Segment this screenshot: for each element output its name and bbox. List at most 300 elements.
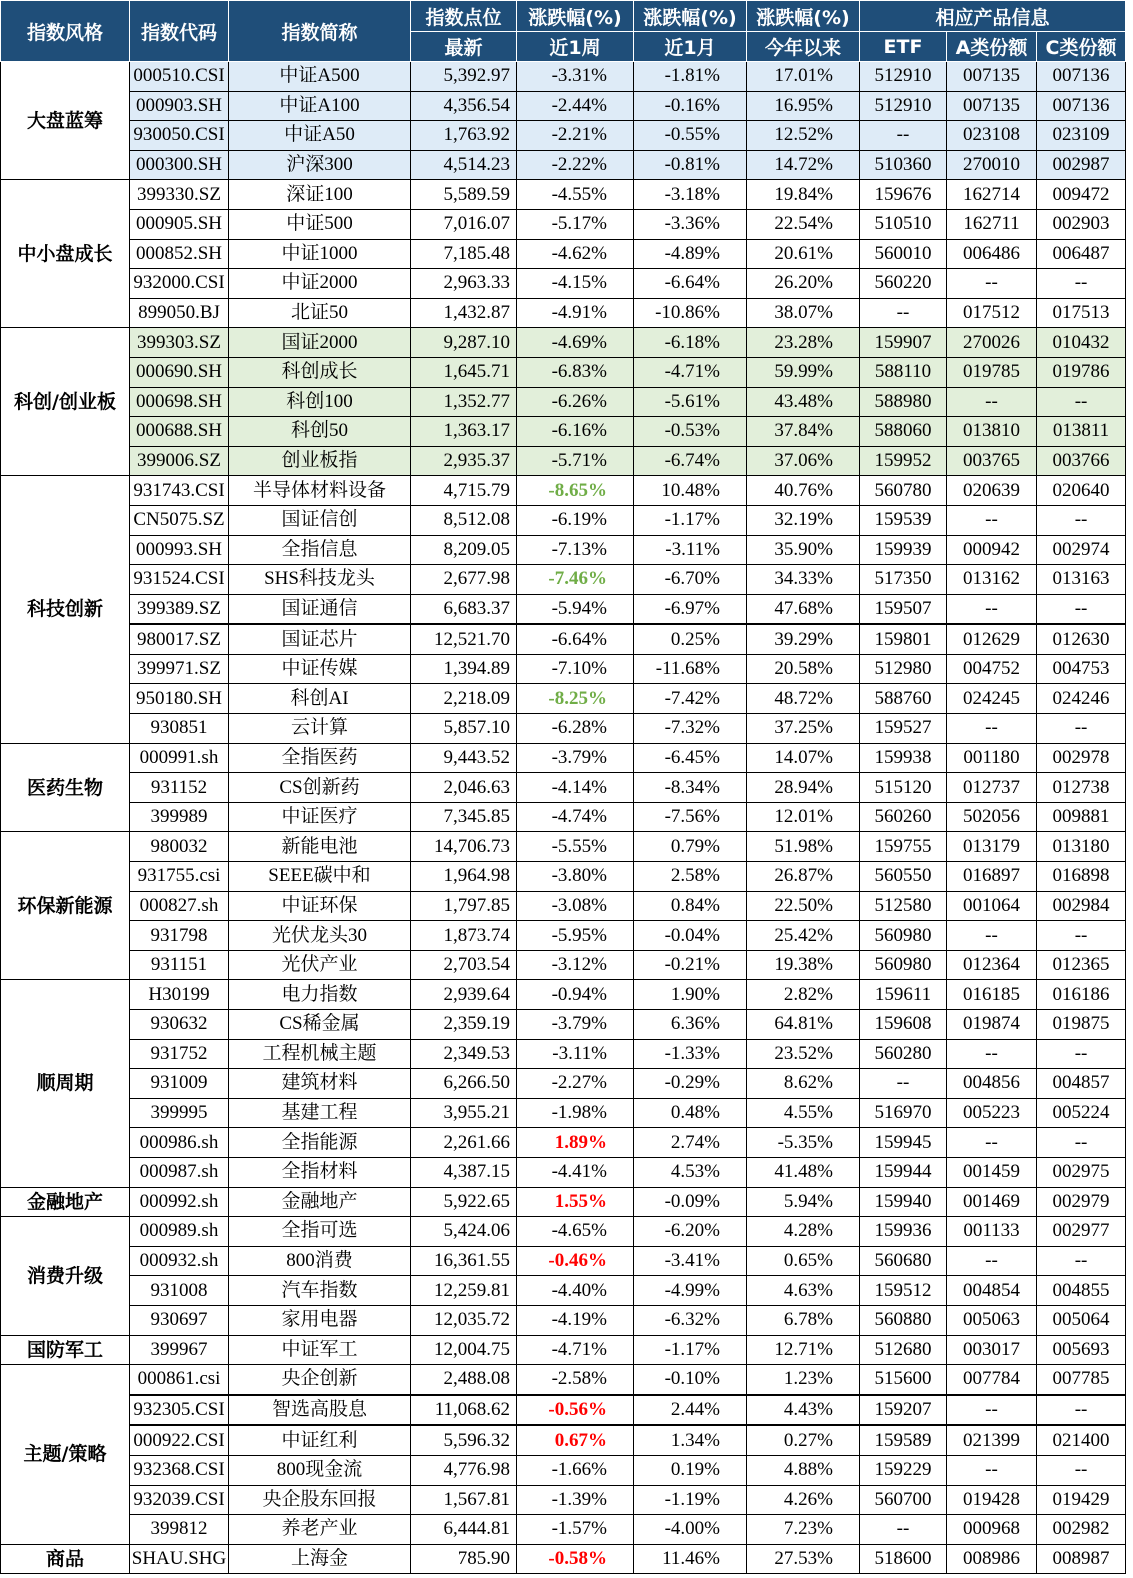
- a-share-code: 001133: [947, 1217, 1037, 1247]
- change-ytd: 19.84%: [747, 180, 860, 210]
- change-ytd: 51.98%: [747, 832, 860, 862]
- etf-code: 560680: [860, 1246, 947, 1276]
- change-ytd: 59.99%: [747, 357, 860, 387]
- c-share-code: 002977: [1037, 1217, 1126, 1247]
- index-code: H30199: [130, 980, 229, 1010]
- c-share-code: --: [1037, 1039, 1126, 1069]
- etf-code: 515120: [860, 773, 947, 803]
- change-week: -4.74%: [517, 802, 634, 832]
- index-name: 养老产业: [229, 1515, 411, 1545]
- table-row: [1, 1485, 1126, 1515]
- c-share-code: 009472: [1037, 180, 1126, 210]
- change-ytd: 20.61%: [747, 239, 860, 269]
- table-row: [1, 535, 1126, 565]
- index-points: 5,424.06: [411, 1217, 517, 1247]
- index-code: 931798: [130, 921, 229, 951]
- change-week: -4.40%: [517, 1276, 634, 1306]
- change-month: 1.90%: [634, 980, 747, 1010]
- index-code: 000510.CSI: [130, 62, 229, 92]
- change-ytd: 37.84%: [747, 417, 860, 447]
- table-body: [1, 62, 1126, 1574]
- a-share-code: 004856: [947, 1069, 1037, 1099]
- c-share-code: 013811: [1037, 417, 1126, 447]
- index-code: 931752: [130, 1039, 229, 1069]
- index-code: 000861.csi: [130, 1365, 229, 1395]
- change-week: -3.12%: [517, 950, 634, 980]
- etf-code: 159755: [860, 832, 947, 862]
- index-points: 1,394.89: [411, 654, 517, 684]
- c-share-code: 019786: [1037, 357, 1126, 387]
- index-name: 科创50: [229, 417, 411, 447]
- c-share-code: 002975: [1037, 1157, 1126, 1187]
- change-week: -5.95%: [517, 921, 634, 951]
- table-row: [1, 476, 1126, 506]
- c-share-code: --: [1037, 714, 1126, 744]
- change-month: 10.48%: [634, 476, 747, 506]
- index-code: 932000.CSI: [130, 269, 229, 299]
- a-share-code: 005063: [947, 1305, 1037, 1335]
- table-row: [1, 832, 1126, 862]
- change-month: -3.11%: [634, 535, 747, 565]
- a-share-code: --: [947, 1395, 1037, 1426]
- index-code: 931755.csi: [130, 862, 229, 892]
- etf-code: 159940: [860, 1187, 947, 1217]
- change-ytd: 17.01%: [747, 62, 860, 92]
- c-share-code: 007136: [1037, 91, 1126, 121]
- etf-code: 159539: [860, 505, 947, 535]
- a-share-code: 013179: [947, 832, 1037, 862]
- change-month: -7.42%: [634, 684, 747, 714]
- change-month: -6.64%: [634, 269, 747, 299]
- change-month: -11.68%: [634, 654, 747, 684]
- etf-code: 159611: [860, 980, 947, 1010]
- table-row: [1, 565, 1126, 595]
- change-week: -0.58%: [517, 1544, 634, 1574]
- a-share-code: --: [947, 1246, 1037, 1276]
- change-month: -0.29%: [634, 1069, 747, 1099]
- change-ytd: 32.19%: [747, 505, 860, 535]
- table-row: [1, 1305, 1126, 1335]
- table-row: [1, 180, 1126, 210]
- style-group-label: 商品: [1, 1544, 130, 1574]
- a-share-code: 000968: [947, 1515, 1037, 1545]
- change-month: 2.44%: [634, 1395, 747, 1426]
- c-share-code: --: [1037, 1128, 1126, 1158]
- index-points: 2,261.66: [411, 1128, 517, 1158]
- change-month: -1.81%: [634, 62, 747, 92]
- style-group-label: 消费升级: [1, 1217, 130, 1335]
- index-code: 930632: [130, 1010, 229, 1040]
- index-name: 央企创新: [229, 1365, 411, 1395]
- index-code: 931009: [130, 1069, 229, 1099]
- index-points: 8,209.05: [411, 535, 517, 565]
- c-share-code: 005064: [1037, 1305, 1126, 1335]
- change-ytd: 40.76%: [747, 476, 860, 506]
- index-code: 980032: [130, 832, 229, 862]
- change-month: 0.25%: [634, 624, 747, 654]
- index-name: 中证医疗: [229, 802, 411, 832]
- index-points: 9,287.10: [411, 328, 517, 358]
- change-week: -8.65%: [517, 476, 634, 506]
- etf-code: 510510: [860, 209, 947, 239]
- index-points: 1,763.92: [411, 121, 517, 151]
- index-code: 930697: [130, 1305, 229, 1335]
- etf-code: 159936: [860, 1217, 947, 1247]
- style-group-label: 金融地产: [1, 1187, 130, 1217]
- table-row: [1, 1515, 1126, 1545]
- a-share-code: --: [947, 505, 1037, 535]
- a-share-code: --: [947, 387, 1037, 417]
- table-row: [1, 773, 1126, 803]
- table-row: [1, 862, 1126, 892]
- change-ytd: 19.38%: [747, 950, 860, 980]
- etf-code: 159608: [860, 1010, 947, 1040]
- change-month: -0.09%: [634, 1187, 747, 1217]
- index-points: 4,776.98: [411, 1455, 517, 1485]
- index-points: 7,345.85: [411, 802, 517, 832]
- change-month: -7.56%: [634, 802, 747, 832]
- c-share-code: 002979: [1037, 1187, 1126, 1217]
- index-name: 家用电器: [229, 1305, 411, 1335]
- index-name: 半导体材料设备: [229, 476, 411, 506]
- change-month: -6.18%: [634, 328, 747, 358]
- index-code: 399389.SZ: [130, 594, 229, 624]
- change-ytd: 14.72%: [747, 150, 860, 180]
- index-name: 建筑材料: [229, 1069, 411, 1099]
- index-points: 2,963.33: [411, 269, 517, 299]
- table-row: [1, 1276, 1126, 1306]
- change-month: -6.20%: [634, 1217, 747, 1247]
- etf-code: 560980: [860, 950, 947, 980]
- etf-code: 159938: [860, 743, 947, 773]
- change-week: -7.13%: [517, 535, 634, 565]
- change-ytd: 23.28%: [747, 328, 860, 358]
- change-ytd: 12.71%: [747, 1335, 860, 1365]
- change-week: 0.67%: [517, 1425, 634, 1455]
- etf-code: 512680: [860, 1335, 947, 1365]
- a-share-code: --: [947, 1039, 1037, 1069]
- index-code: 399006.SZ: [130, 446, 229, 476]
- index-code: 950180.SH: [130, 684, 229, 714]
- index-points: 8,512.08: [411, 505, 517, 535]
- a-share-code: 013810: [947, 417, 1037, 447]
- index-code: 930050.CSI: [130, 121, 229, 151]
- subheader-a-share: A类份额: [947, 32, 1037, 62]
- style-group-label: 医药生物: [1, 743, 130, 832]
- index-code: 000688.SH: [130, 417, 229, 447]
- change-ytd: -5.35%: [747, 1128, 860, 1158]
- etf-code: 515600: [860, 1365, 947, 1395]
- index-points: 7,185.48: [411, 239, 517, 269]
- etf-code: 159527: [860, 714, 947, 744]
- change-week: -3.11%: [517, 1039, 634, 1069]
- change-month: 1.34%: [634, 1425, 747, 1455]
- table-row: [1, 1128, 1126, 1158]
- change-week: -5.55%: [517, 832, 634, 862]
- index-name: 汽车指数: [229, 1276, 411, 1306]
- index-points: 7,016.07: [411, 209, 517, 239]
- change-week: -8.25%: [517, 684, 634, 714]
- index-name: 科创AI: [229, 684, 411, 714]
- index-name: 中证500: [229, 209, 411, 239]
- index-points: 4,514.23: [411, 150, 517, 180]
- change-month: -0.53%: [634, 417, 747, 447]
- header-change-month: 涨跌幅(%): [634, 1, 747, 32]
- table-row: [1, 921, 1126, 951]
- change-ytd: 0.65%: [747, 1246, 860, 1276]
- change-week: -4.15%: [517, 269, 634, 299]
- a-share-code: 001469: [947, 1187, 1037, 1217]
- index-name: 国证芯片: [229, 624, 411, 654]
- a-share-code: --: [947, 1128, 1037, 1158]
- change-week: 1.55%: [517, 1187, 634, 1217]
- index-name: 全指信息: [229, 535, 411, 565]
- etf-code: 560880: [860, 1305, 947, 1335]
- style-group-label: 大盘蓝筹: [1, 62, 130, 180]
- index-points: 5,857.10: [411, 714, 517, 744]
- index-name: 全指能源: [229, 1128, 411, 1158]
- index-name: 中证2000: [229, 269, 411, 299]
- index-name: 深证100: [229, 180, 411, 210]
- a-share-code: --: [947, 269, 1037, 299]
- change-ytd: 64.81%: [747, 1010, 860, 1040]
- etf-code: 159676: [860, 180, 947, 210]
- change-month: -0.16%: [634, 91, 747, 121]
- c-share-code: 006487: [1037, 239, 1126, 269]
- change-month: -1.17%: [634, 505, 747, 535]
- change-month: 4.53%: [634, 1157, 747, 1187]
- index-points: 2,488.08: [411, 1365, 517, 1395]
- change-month: 11.46%: [634, 1544, 747, 1574]
- c-share-code: 023109: [1037, 121, 1126, 151]
- change-ytd: 4.55%: [747, 1098, 860, 1128]
- change-month: -3.36%: [634, 209, 747, 239]
- index-name: 国证信创: [229, 505, 411, 535]
- change-week: -2.27%: [517, 1069, 634, 1099]
- a-share-code: 003017: [947, 1335, 1037, 1365]
- index-points: 1,964.98: [411, 862, 517, 892]
- header-product-info: 相应产品信息: [860, 1, 1126, 32]
- change-ytd: 39.29%: [747, 624, 860, 654]
- a-share-code: 001459: [947, 1157, 1037, 1187]
- a-share-code: 001064: [947, 891, 1037, 921]
- c-share-code: 010432: [1037, 328, 1126, 358]
- change-ytd: 28.94%: [747, 773, 860, 803]
- change-ytd: 4.26%: [747, 1485, 860, 1515]
- c-share-code: 019429: [1037, 1485, 1126, 1515]
- etf-code: 159945: [860, 1128, 947, 1158]
- table-row: [1, 387, 1126, 417]
- change-ytd: 43.48%: [747, 387, 860, 417]
- index-points: 1,873.74: [411, 921, 517, 951]
- c-share-code: --: [1037, 1395, 1126, 1426]
- change-week: -4.65%: [517, 1217, 634, 1247]
- a-share-code: 000942: [947, 535, 1037, 565]
- table-row: [1, 1098, 1126, 1128]
- index-points: 2,935.37: [411, 446, 517, 476]
- index-points: 2,677.98: [411, 565, 517, 595]
- index-points: 5,596.32: [411, 1425, 517, 1455]
- index-points: 2,939.64: [411, 980, 517, 1010]
- style-group-label: 国防军工: [1, 1335, 130, 1365]
- index-code: SHAU.SHG: [130, 1544, 229, 1574]
- etf-code: 560780: [860, 476, 947, 506]
- a-share-code: 017512: [947, 298, 1037, 328]
- index-name: 800消费: [229, 1246, 411, 1276]
- etf-code: 159507: [860, 594, 947, 624]
- index-points: 12,004.75: [411, 1335, 517, 1365]
- a-share-code: 006486: [947, 239, 1037, 269]
- c-share-code: --: [1037, 505, 1126, 535]
- index-name: 科创成长: [229, 357, 411, 387]
- table-row: [1, 1544, 1126, 1574]
- style-group-label: 中小盘成长: [1, 180, 130, 328]
- change-ytd: 2.82%: [747, 980, 860, 1010]
- index-name: CS稀金属: [229, 1010, 411, 1040]
- index-name: 中证环保: [229, 891, 411, 921]
- index-name: 智选高股息: [229, 1395, 411, 1426]
- table-row: [1, 121, 1126, 151]
- change-ytd: 8.62%: [747, 1069, 860, 1099]
- subheader-ytd: 今年以来: [747, 32, 860, 62]
- a-share-code: 008986: [947, 1544, 1037, 1574]
- c-share-code: 002987: [1037, 150, 1126, 180]
- header-name: 指数简称: [229, 1, 411, 62]
- etf-code: 159952: [860, 446, 947, 476]
- index-name: 上海金: [229, 1544, 411, 1574]
- index-name: 全指医药: [229, 743, 411, 773]
- change-ytd: 35.90%: [747, 535, 860, 565]
- c-share-code: 021400: [1037, 1425, 1126, 1455]
- index-points: 1,567.81: [411, 1485, 517, 1515]
- change-ytd: 26.20%: [747, 269, 860, 299]
- index-code: 000903.SH: [130, 91, 229, 121]
- change-week: -3.31%: [517, 62, 634, 92]
- change-month: -8.34%: [634, 773, 747, 803]
- change-ytd: 34.33%: [747, 565, 860, 595]
- c-share-code: 009881: [1037, 802, 1126, 832]
- change-ytd: 1.23%: [747, 1365, 860, 1395]
- change-month: -7.32%: [634, 714, 747, 744]
- index-points: 5,922.65: [411, 1187, 517, 1217]
- table-row: [1, 1455, 1126, 1485]
- index-code: 000987.sh: [130, 1157, 229, 1187]
- change-ytd: 5.94%: [747, 1187, 860, 1217]
- change-month: -4.99%: [634, 1276, 747, 1306]
- table-row: [1, 950, 1126, 980]
- index-code: 930851: [130, 714, 229, 744]
- a-share-code: 003765: [947, 446, 1037, 476]
- index-points: 2,359.19: [411, 1010, 517, 1040]
- index-code: 000932.sh: [130, 1246, 229, 1276]
- a-share-code: --: [947, 921, 1037, 951]
- c-share-code: --: [1037, 1246, 1126, 1276]
- change-month: -0.04%: [634, 921, 747, 951]
- index-name: 国证2000: [229, 328, 411, 358]
- change-month: -4.89%: [634, 239, 747, 269]
- change-month: -4.71%: [634, 357, 747, 387]
- index-code: 000690.SH: [130, 357, 229, 387]
- change-week: -4.62%: [517, 239, 634, 269]
- change-ytd: 4.63%: [747, 1276, 860, 1306]
- change-week: 1.89%: [517, 1128, 634, 1158]
- change-month: -0.10%: [634, 1365, 747, 1395]
- etf-code: 560010: [860, 239, 947, 269]
- change-ytd: 38.07%: [747, 298, 860, 328]
- a-share-code: 012737: [947, 773, 1037, 803]
- etf-code: 588110: [860, 357, 947, 387]
- index-name: 中证A100: [229, 91, 411, 121]
- index-points: 1,352.77: [411, 387, 517, 417]
- etf-code: 560220: [860, 269, 947, 299]
- table-row: [1, 239, 1126, 269]
- c-share-code: 005224: [1037, 1098, 1126, 1128]
- change-week: -4.14%: [517, 773, 634, 803]
- change-ytd: 14.07%: [747, 743, 860, 773]
- table-row: [1, 417, 1126, 447]
- change-week: -1.98%: [517, 1098, 634, 1128]
- index-name: 中证A500: [229, 62, 411, 92]
- c-share-code: 003766: [1037, 446, 1126, 476]
- index-code: 000698.SH: [130, 387, 229, 417]
- index-code: 000852.SH: [130, 239, 229, 269]
- index-points: 16,361.55: [411, 1246, 517, 1276]
- change-ytd: 47.68%: [747, 594, 860, 624]
- a-share-code: 023108: [947, 121, 1037, 151]
- index-points: 9,443.52: [411, 743, 517, 773]
- c-share-code: 008987: [1037, 1544, 1126, 1574]
- table-row: [1, 594, 1126, 624]
- change-month: -3.41%: [634, 1246, 747, 1276]
- change-week: -4.91%: [517, 298, 634, 328]
- a-share-code: 162714: [947, 180, 1037, 210]
- change-week: -3.79%: [517, 743, 634, 773]
- change-week: -0.94%: [517, 980, 634, 1010]
- index-name: CS创新药: [229, 773, 411, 803]
- subheader-month: 近1月: [634, 32, 747, 62]
- change-week: -2.44%: [517, 91, 634, 121]
- table-row: [1, 1425, 1126, 1455]
- index-points: 6,444.81: [411, 1515, 517, 1545]
- index-code: 931008: [130, 1276, 229, 1306]
- change-month: -10.86%: [634, 298, 747, 328]
- change-ytd: 4.28%: [747, 1217, 860, 1247]
- change-month: 2.74%: [634, 1128, 747, 1158]
- change-week: -5.71%: [517, 446, 634, 476]
- change-week: -2.58%: [517, 1365, 634, 1395]
- index-name: 云计算: [229, 714, 411, 744]
- index-name: 中证传媒: [229, 654, 411, 684]
- change-week: -1.57%: [517, 1515, 634, 1545]
- etf-code: 588980: [860, 387, 947, 417]
- change-month: 0.84%: [634, 891, 747, 921]
- change-month: -6.74%: [634, 446, 747, 476]
- change-ytd: 12.52%: [747, 121, 860, 151]
- change-ytd: 4.43%: [747, 1395, 860, 1426]
- table-row: [1, 1069, 1126, 1099]
- index-name: 基建工程: [229, 1098, 411, 1128]
- change-ytd: 22.54%: [747, 209, 860, 239]
- c-share-code: 013163: [1037, 565, 1126, 595]
- table-row: [1, 328, 1126, 358]
- etf-code: 512980: [860, 654, 947, 684]
- change-ytd: 41.48%: [747, 1157, 860, 1187]
- etf-code: 159512: [860, 1276, 947, 1306]
- index-code: 932368.CSI: [130, 1455, 229, 1485]
- c-share-code: 002984: [1037, 891, 1126, 921]
- a-share-code: 007135: [947, 91, 1037, 121]
- index-name: 电力指数: [229, 980, 411, 1010]
